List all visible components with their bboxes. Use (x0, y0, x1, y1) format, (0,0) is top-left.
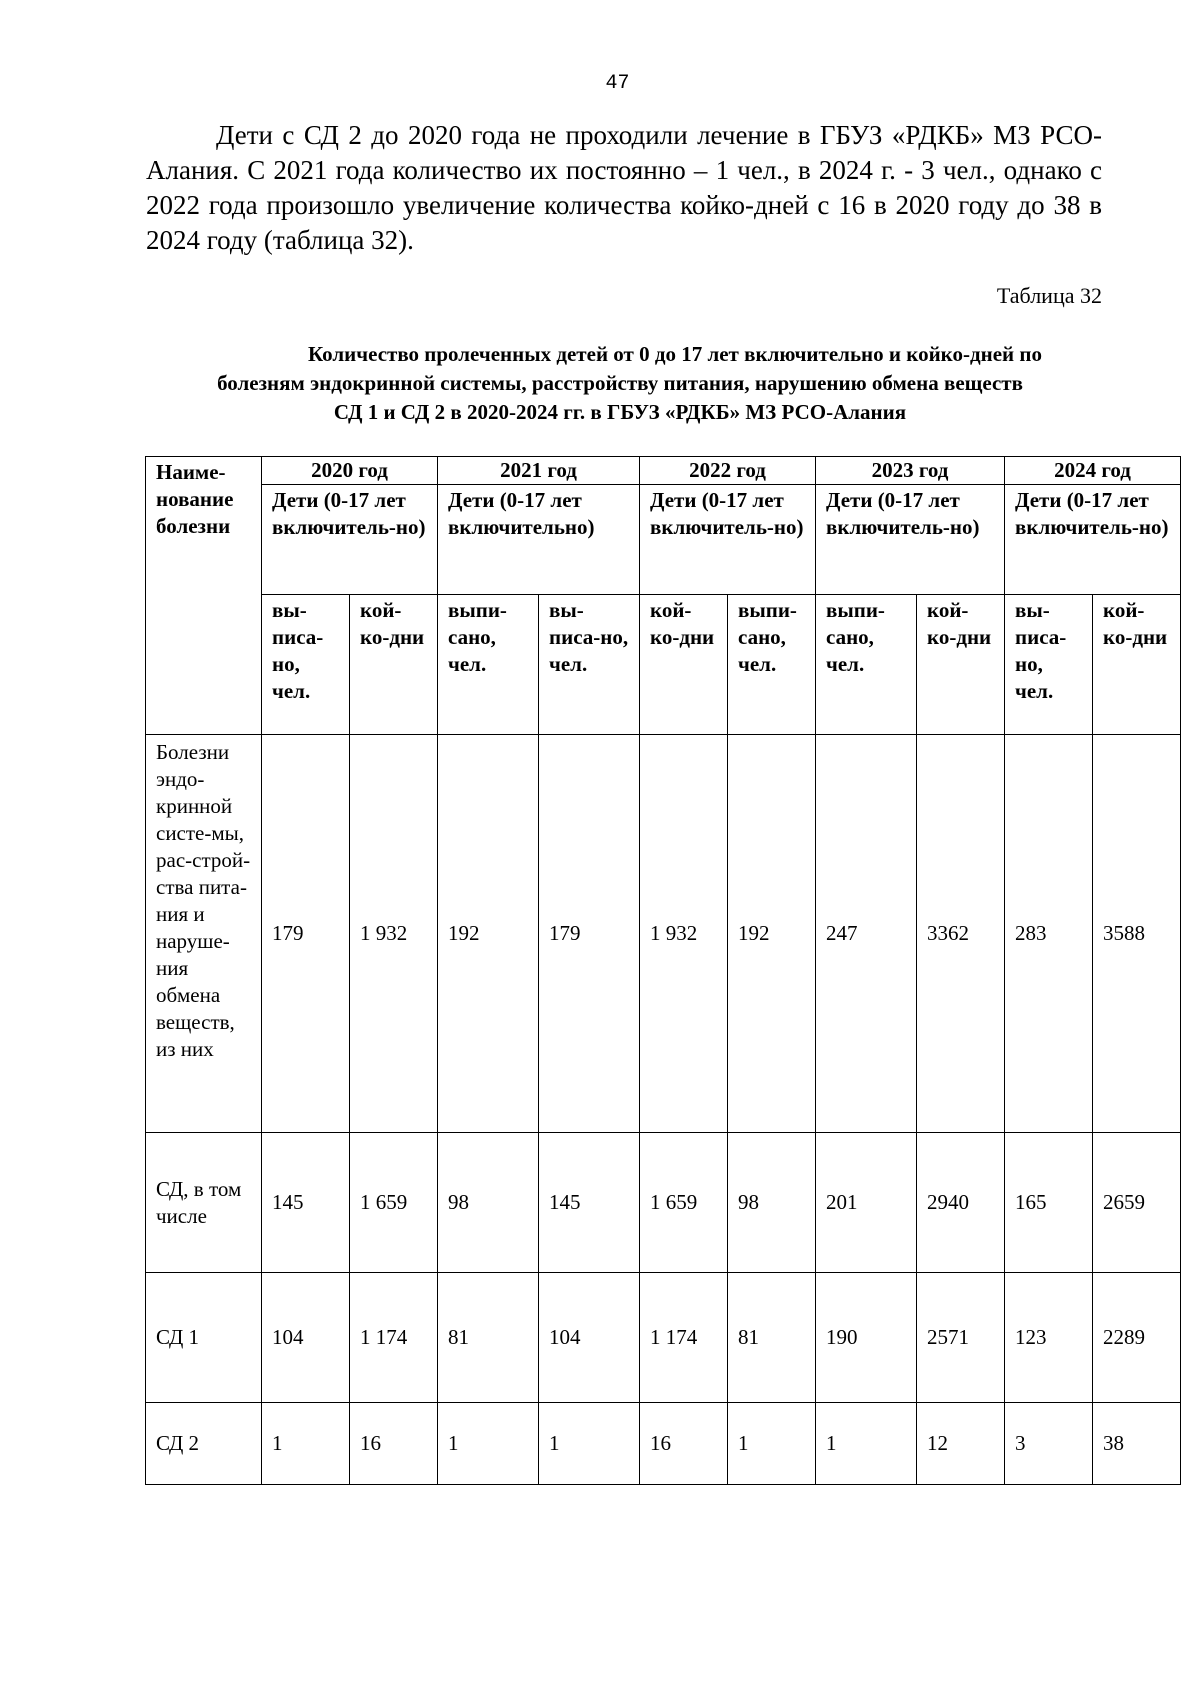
value-cell: 2289 (1093, 1273, 1181, 1403)
table-caption (140, 340, 1100, 427)
subcolumn-header: кой-ко-дни (350, 595, 438, 735)
value-cell: 38 (1093, 1403, 1181, 1485)
subcolumn-header: кой-ко-дни (640, 595, 728, 735)
age-group-header: Дети (0-17 лет включитель-но) (816, 485, 1005, 595)
value-cell: 3 (1005, 1403, 1093, 1485)
age-group-header: Дети (0-17 лет включитель-но) (262, 485, 438, 595)
year-header: 2022 год (640, 457, 816, 485)
year-header: 2021 год (438, 457, 640, 485)
value-cell: 201 (816, 1133, 917, 1273)
value-cell: 16 (350, 1403, 438, 1485)
header-row-years (146, 457, 1181, 485)
value-cell: 179 (539, 735, 640, 1133)
subcolumn-header: вы-писа-но, чел. (539, 595, 640, 735)
page-number: 47 (605, 72, 630, 95)
value-cell: 81 (728, 1273, 816, 1403)
table-row (146, 735, 1181, 1133)
age-group-header: Дети (0-17 лет включительно) (438, 485, 640, 595)
year-header: 2024 год (1005, 457, 1181, 485)
value-cell: 190 (816, 1273, 917, 1403)
value-cell: 98 (438, 1133, 539, 1273)
subcolumn-header: выпи-сано, чел. (816, 595, 917, 735)
value-cell: 1 659 (640, 1133, 728, 1273)
value-cell: 1 174 (640, 1273, 728, 1403)
value-cell: 12 (917, 1403, 1005, 1485)
table-row (146, 1133, 1181, 1273)
year-header: 2020 год (262, 457, 438, 485)
value-cell: 1 (262, 1403, 350, 1485)
disease-name-cell: Болезни эндо-кринной систе-мы, рас-строй-ства пита-ния и наруше-ния обмена веществ, из них (146, 735, 262, 1133)
caption-line-3: СД 1 и СД 2 в 2020-2024 гг. в ГБУЗ «РДКБ» МЗ РСО-Алания (333, 400, 907, 424)
value-cell: 3588 (1093, 735, 1181, 1133)
value-cell: 1 174 (350, 1273, 438, 1403)
value-cell: 16 (640, 1403, 728, 1485)
subcolumn-header: вы-писа-но, чел. (262, 595, 350, 735)
data-table (145, 456, 1181, 1485)
disease-name-header: Наиме-нование болезни (146, 457, 262, 735)
disease-name-cell: СД 2 (146, 1403, 262, 1485)
value-cell: 145 (539, 1133, 640, 1273)
value-cell: 179 (262, 735, 350, 1133)
value-cell: 2659 (1093, 1133, 1181, 1273)
disease-name-cell: СД 1 (146, 1273, 262, 1403)
value-cell: 104 (262, 1273, 350, 1403)
value-cell: 1 (438, 1403, 539, 1485)
value-cell: 2571 (917, 1273, 1005, 1403)
caption-line-2: болезням эндокринной системы, расстройству питания, нарушению обмена веществ (217, 371, 1023, 395)
header-row-subcolumns (146, 595, 1181, 735)
value-cell: 104 (539, 1273, 640, 1403)
value-cell: 247 (816, 735, 917, 1133)
value-cell: 98 (728, 1133, 816, 1273)
value-cell: 1 (539, 1403, 640, 1485)
subcolumn-header: кой-ко-дни (917, 595, 1005, 735)
disease-name-cell: СД, в том числе (146, 1133, 262, 1273)
value-cell: 283 (1005, 735, 1093, 1133)
age-group-header: Дети (0-17 лет включитель-но) (1005, 485, 1181, 595)
subcolumn-header: выпи-сано, чел. (728, 595, 816, 735)
value-cell: 192 (438, 735, 539, 1133)
age-group-header: Дети (0-17 лет включитель-но) (640, 485, 816, 595)
value-cell: 81 (438, 1273, 539, 1403)
intro-paragraph: Дети с СД 2 до 2020 года не проходили лечение в ГБУЗ «РДКБ» МЗ РСО-Алания. С 2021 года количество их постоянно – 1 чел., в 2024 г. - 3 чел., однако с 2022 года произошло увеличение количества койко-дней с 16 в 2020 году до 38 в 2024 году (таблица 32). (146, 120, 1102, 255)
year-header: 2023 год (816, 457, 1005, 485)
value-cell: 3362 (917, 735, 1005, 1133)
value-cell: 1 932 (350, 735, 438, 1133)
value-cell: 1 659 (350, 1133, 438, 1273)
value-cell: 145 (262, 1133, 350, 1273)
caption-line-1: Количество пролеченных детей от 0 до 17 лет включительно и койко-дней по (307, 342, 1042, 366)
value-cell: 165 (1005, 1133, 1093, 1273)
value-cell: 192 (728, 735, 816, 1133)
subcolumn-header: кой-ко-дни (1093, 595, 1181, 735)
header-row-groups (146, 485, 1181, 595)
subcolumn-header: выпи-сано, чел. (438, 595, 539, 735)
table-label: Таблица 32 (996, 283, 1102, 308)
value-cell: 1 (728, 1403, 816, 1485)
value-cell: 2940 (917, 1133, 1005, 1273)
table-row (146, 1403, 1181, 1485)
subcolumn-header: вы-писа-но, чел. (1005, 595, 1093, 735)
table-row (146, 1273, 1181, 1403)
value-cell: 1 (816, 1403, 917, 1485)
value-cell: 1 932 (640, 735, 728, 1133)
value-cell: 123 (1005, 1273, 1093, 1403)
